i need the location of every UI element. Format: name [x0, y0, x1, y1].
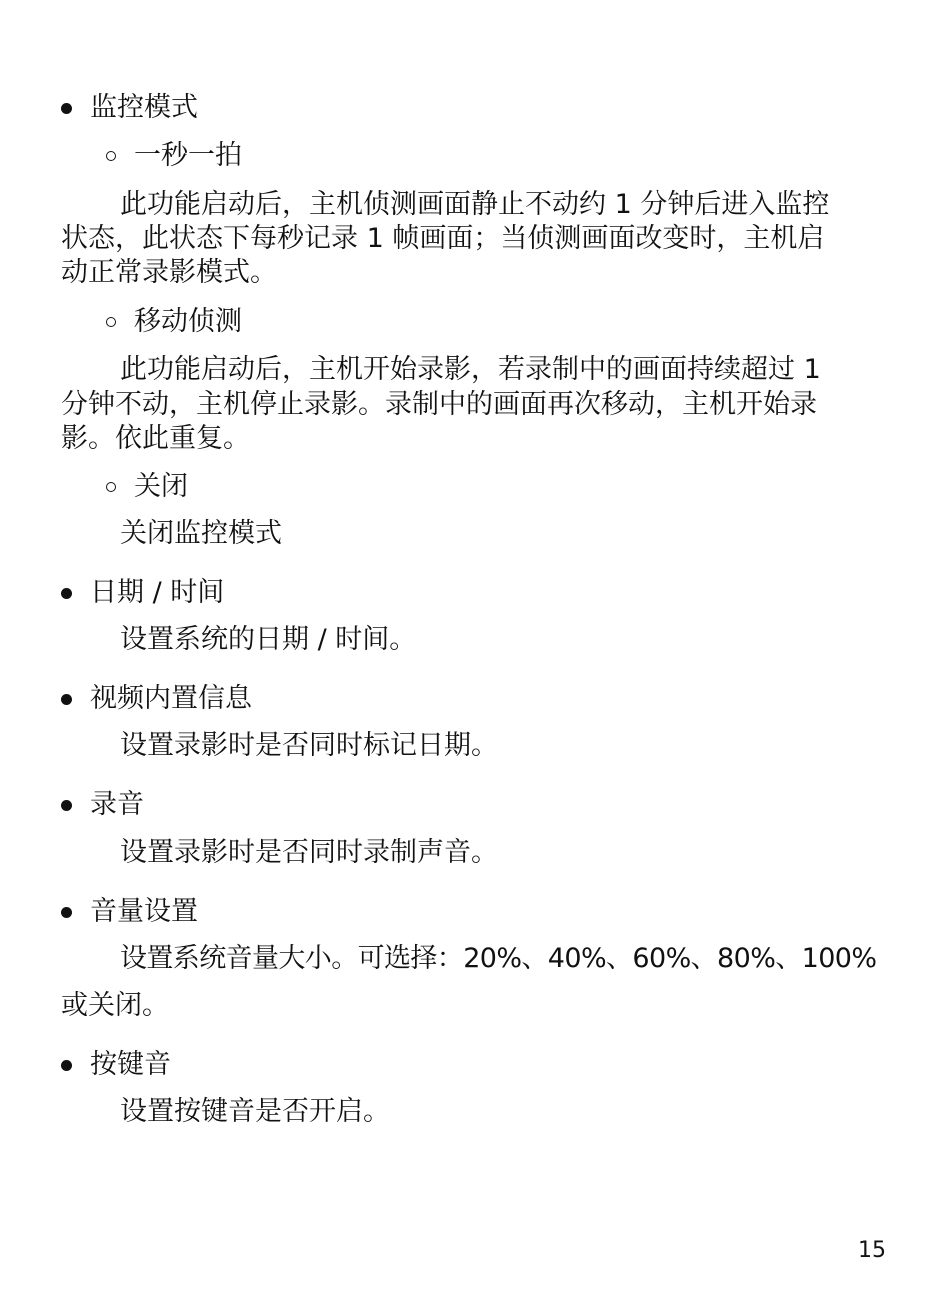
subsection-heading-one-frame-per-second: 一秒一拍	[0, 138, 944, 174]
section-heading-key-tone: 按键音	[0, 1047, 944, 1083]
paragraph-line: 设置录影时是否同时标记日期。	[120, 730, 498, 761]
paragraph-line: 设置系统音量大小。可选择：20%、40%、60%、80%、100%	[120, 943, 877, 974]
paragraph-line: 动正常录影模式。	[61, 257, 277, 288]
section-heading-date-time: 日期 / 时间	[0, 575, 944, 611]
paragraph-line: 设置录影时是否同时录制声音。	[120, 837, 498, 868]
paragraph-line: 此功能启动后，主机侦测画面静止不动约 1 分钟后进入监控	[120, 189, 830, 220]
paragraph-line: 或关闭。	[61, 990, 169, 1021]
paragraph-line: 影。依此重复。	[61, 423, 250, 454]
section-heading-volume: 音量设置	[0, 894, 944, 930]
paragraph-line: 状态，此状态下每秒记录 1 帧画面；当侦测画面改变时，主机启	[61, 223, 825, 254]
section-heading-audio-recording: 录音	[0, 787, 944, 823]
paragraph-line: 分钟不动，主机停止录影。录制中的画面再次移动，主机开始录	[61, 389, 817, 420]
paragraph-line: 设置按键音是否开启。	[120, 1096, 390, 1127]
paragraph-line: 此功能启动后，主机开始录影，若录制中的画面持续超过 1	[120, 354, 821, 385]
section-heading-monitor-mode: 监控模式	[0, 90, 944, 126]
page-number: 15	[858, 1238, 886, 1263]
paragraph-line: 关闭监控模式	[120, 518, 282, 549]
section-heading-video-overlay: 视频内置信息	[0, 681, 944, 717]
subsection-heading-off: 关闭	[0, 469, 944, 505]
paragraph-line: 设置系统的日期 / 时间。	[120, 624, 417, 655]
subsection-heading-motion-detection: 移动侦测	[0, 304, 944, 340]
